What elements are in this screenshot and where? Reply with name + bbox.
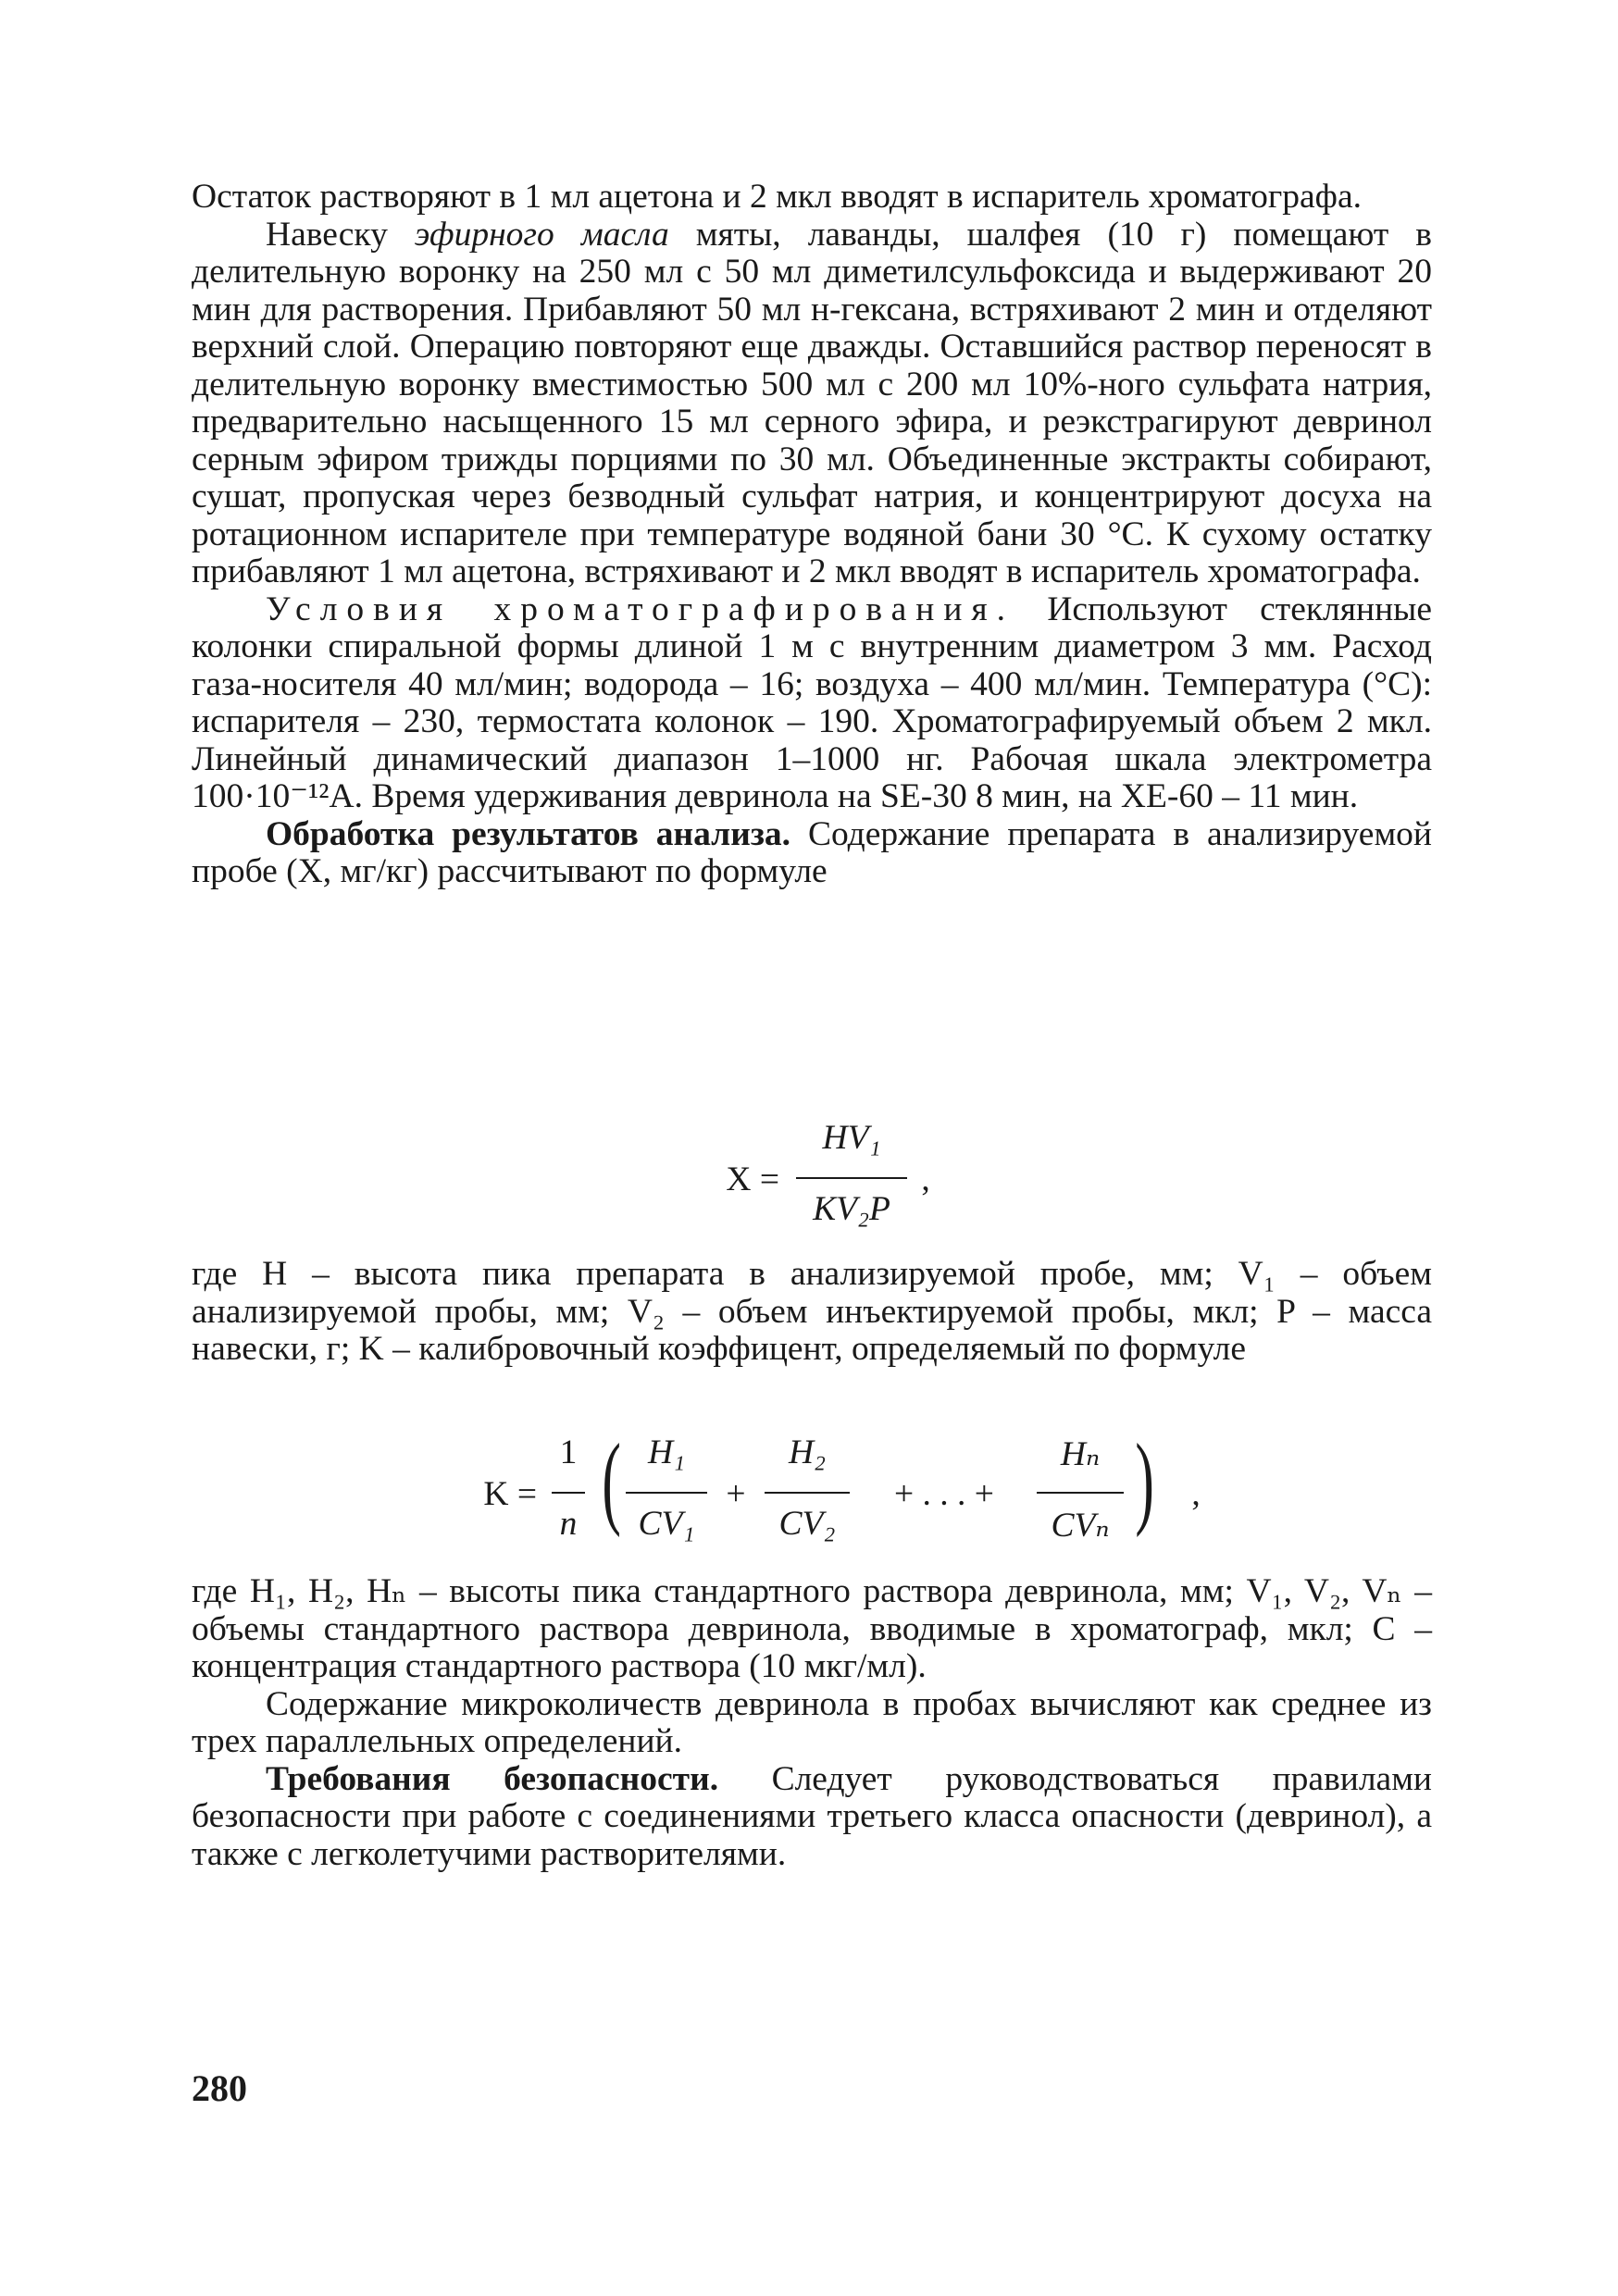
body-text-bottom: [192, 1573, 1432, 1873]
formula-x-lhs: X =: [726, 1160, 779, 1198]
formula-x-denominator: KV₂P: [813, 1190, 890, 1228]
formula-k-term2-bar: [765, 1492, 850, 1494]
formula-k-term2-denominator: CV₂: [778, 1505, 836, 1543]
formula-x-numerator: HV₁: [822, 1119, 881, 1157]
formula-k-paren-open: (: [602, 1423, 621, 1538]
paragraph-safety: [192, 1761, 1432, 1874]
formula-k-termn-denominator: CVₙ: [1051, 1507, 1110, 1545]
paragraph-essential-oil-start: Навеску: [266, 215, 415, 254]
formula-k-termn-bar: [1037, 1492, 1124, 1494]
formula-k-term1-denominator: CV₁: [638, 1505, 695, 1543]
page-number: 280: [192, 2067, 247, 2109]
heading-result-processing: Обработка результатов анализа.: [266, 814, 791, 853]
formula-x-comma: ,: [921, 1160, 930, 1198]
formula-k-term1-numerator: H₁: [647, 1433, 686, 1471]
safety-text: Следует руководствоваться правилами безопасности при работе с соединениями третьего класса опасности (девринол), а также с легколетучими растворителями.: [192, 1759, 1432, 1873]
formula-k-plus-dots: + . . . +: [894, 1475, 994, 1513]
heading-safety: Требования безопасности.: [266, 1759, 719, 1798]
formula-k-plus: +: [726, 1475, 746, 1513]
result-processing-text: Содержание препарата в анализируемой пробе (X, мг/кг) рассчитывают по формуле: [192, 814, 1432, 890]
formula-k-paren-close: ): [1135, 1423, 1154, 1538]
formula-k-term1-bar: [626, 1492, 707, 1494]
chromatography-conditions-text: Используют стеклянные колонки спиральной формы длиной 1 м с внутренним диаметром 3 мм. Расход газа-носителя 40 мл/мин; водорода – 16; воздуха – 400 мл/мин. Температура (°С): испарителя – 230, термостата колонок – 190. Хроматографируемый объем 2 мкл. Линейный динамический диапазон 1–1000 нг. Рабочая шкала электрометра 100·10⁻¹²А. Время удерживания девринола на SE-30 8 мин, на XE-60 – 11 мин.: [192, 590, 1432, 815]
formula-k-termn-numerator: Hₙ: [1060, 1435, 1101, 1473]
formula-k-lhs: K =: [483, 1475, 537, 1513]
essential-oil-italic: эфирного масла: [414, 215, 669, 254]
paragraph-mean-value: Содержание микроколичеств девринола в пробах вычисляют как среднее из трех параллельных определений.: [192, 1684, 1432, 1760]
formula-k-coef-denominator: n: [559, 1505, 578, 1543]
paragraph-k-definitions: где H₁, H₂, Hₙ – высоты пика стандартного раствора девринола, мм; V₁, V₂, Vₙ – объемы стандартного раствора девринола, вводимые в хроматограф, мкл; C – концентрация стандартного раствора (10 мкг/мл).: [192, 1572, 1432, 1685]
paragraph-residue: Остаток растворяют в 1 мл ацетона и 2 мкл вводят в испаритель хроматографа.: [192, 178, 1362, 216]
formula-k-coef-numerator: 1: [559, 1433, 578, 1471]
paragraph-essential-oil-rest: мяты, лаванды, шалфея (10 г) помещают в делительную воронку на 250 мл с 50 мл диметилсульфоксида и выдерживают 20 мин для растворения. Прибавляют 50 мл н-гексана, встряхивают 2 мин и отделяют верхний слой. Операцию повторяют еще дважды. Оставшийся раствор переносят в делительную воронку вместимостью 500 мл с 200 мл 10%-ного сульфата натрия, предварительно насыщенного 15 мл серного эфира, и реэкстрагируют девринол серным эфиром трижды порциями по 30 мл. Объединенные экстракты собирают, сушат, пропуская через безводный сульфат натрия, и концентрируют досуха на ротационном испарителе при температуре водяной бани 30 °С. К сухому остатку прибавляют 1 мл ацетона, встряхивают и 2 мкл вводят в испаритель хроматографа.: [192, 215, 1432, 590]
paragraph-x-definitions: где H – высота пика препарата в анализируемой пробе, мм; V₁ – объем анализируемой пробы, мм; V₂ – объем инъектируемой пробы, мкл; P – масса навески, г; K – калибровочный коэффицент, определяемый по формуле: [192, 1255, 1432, 1368]
formula-k-comma: ,: [1191, 1475, 1201, 1513]
heading-chromatography-conditions: Условия хроматографирования.: [266, 590, 1015, 628]
formula-k-coef-bar: [552, 1492, 585, 1494]
formula-k-term2-numerator: H₂: [788, 1433, 827, 1471]
